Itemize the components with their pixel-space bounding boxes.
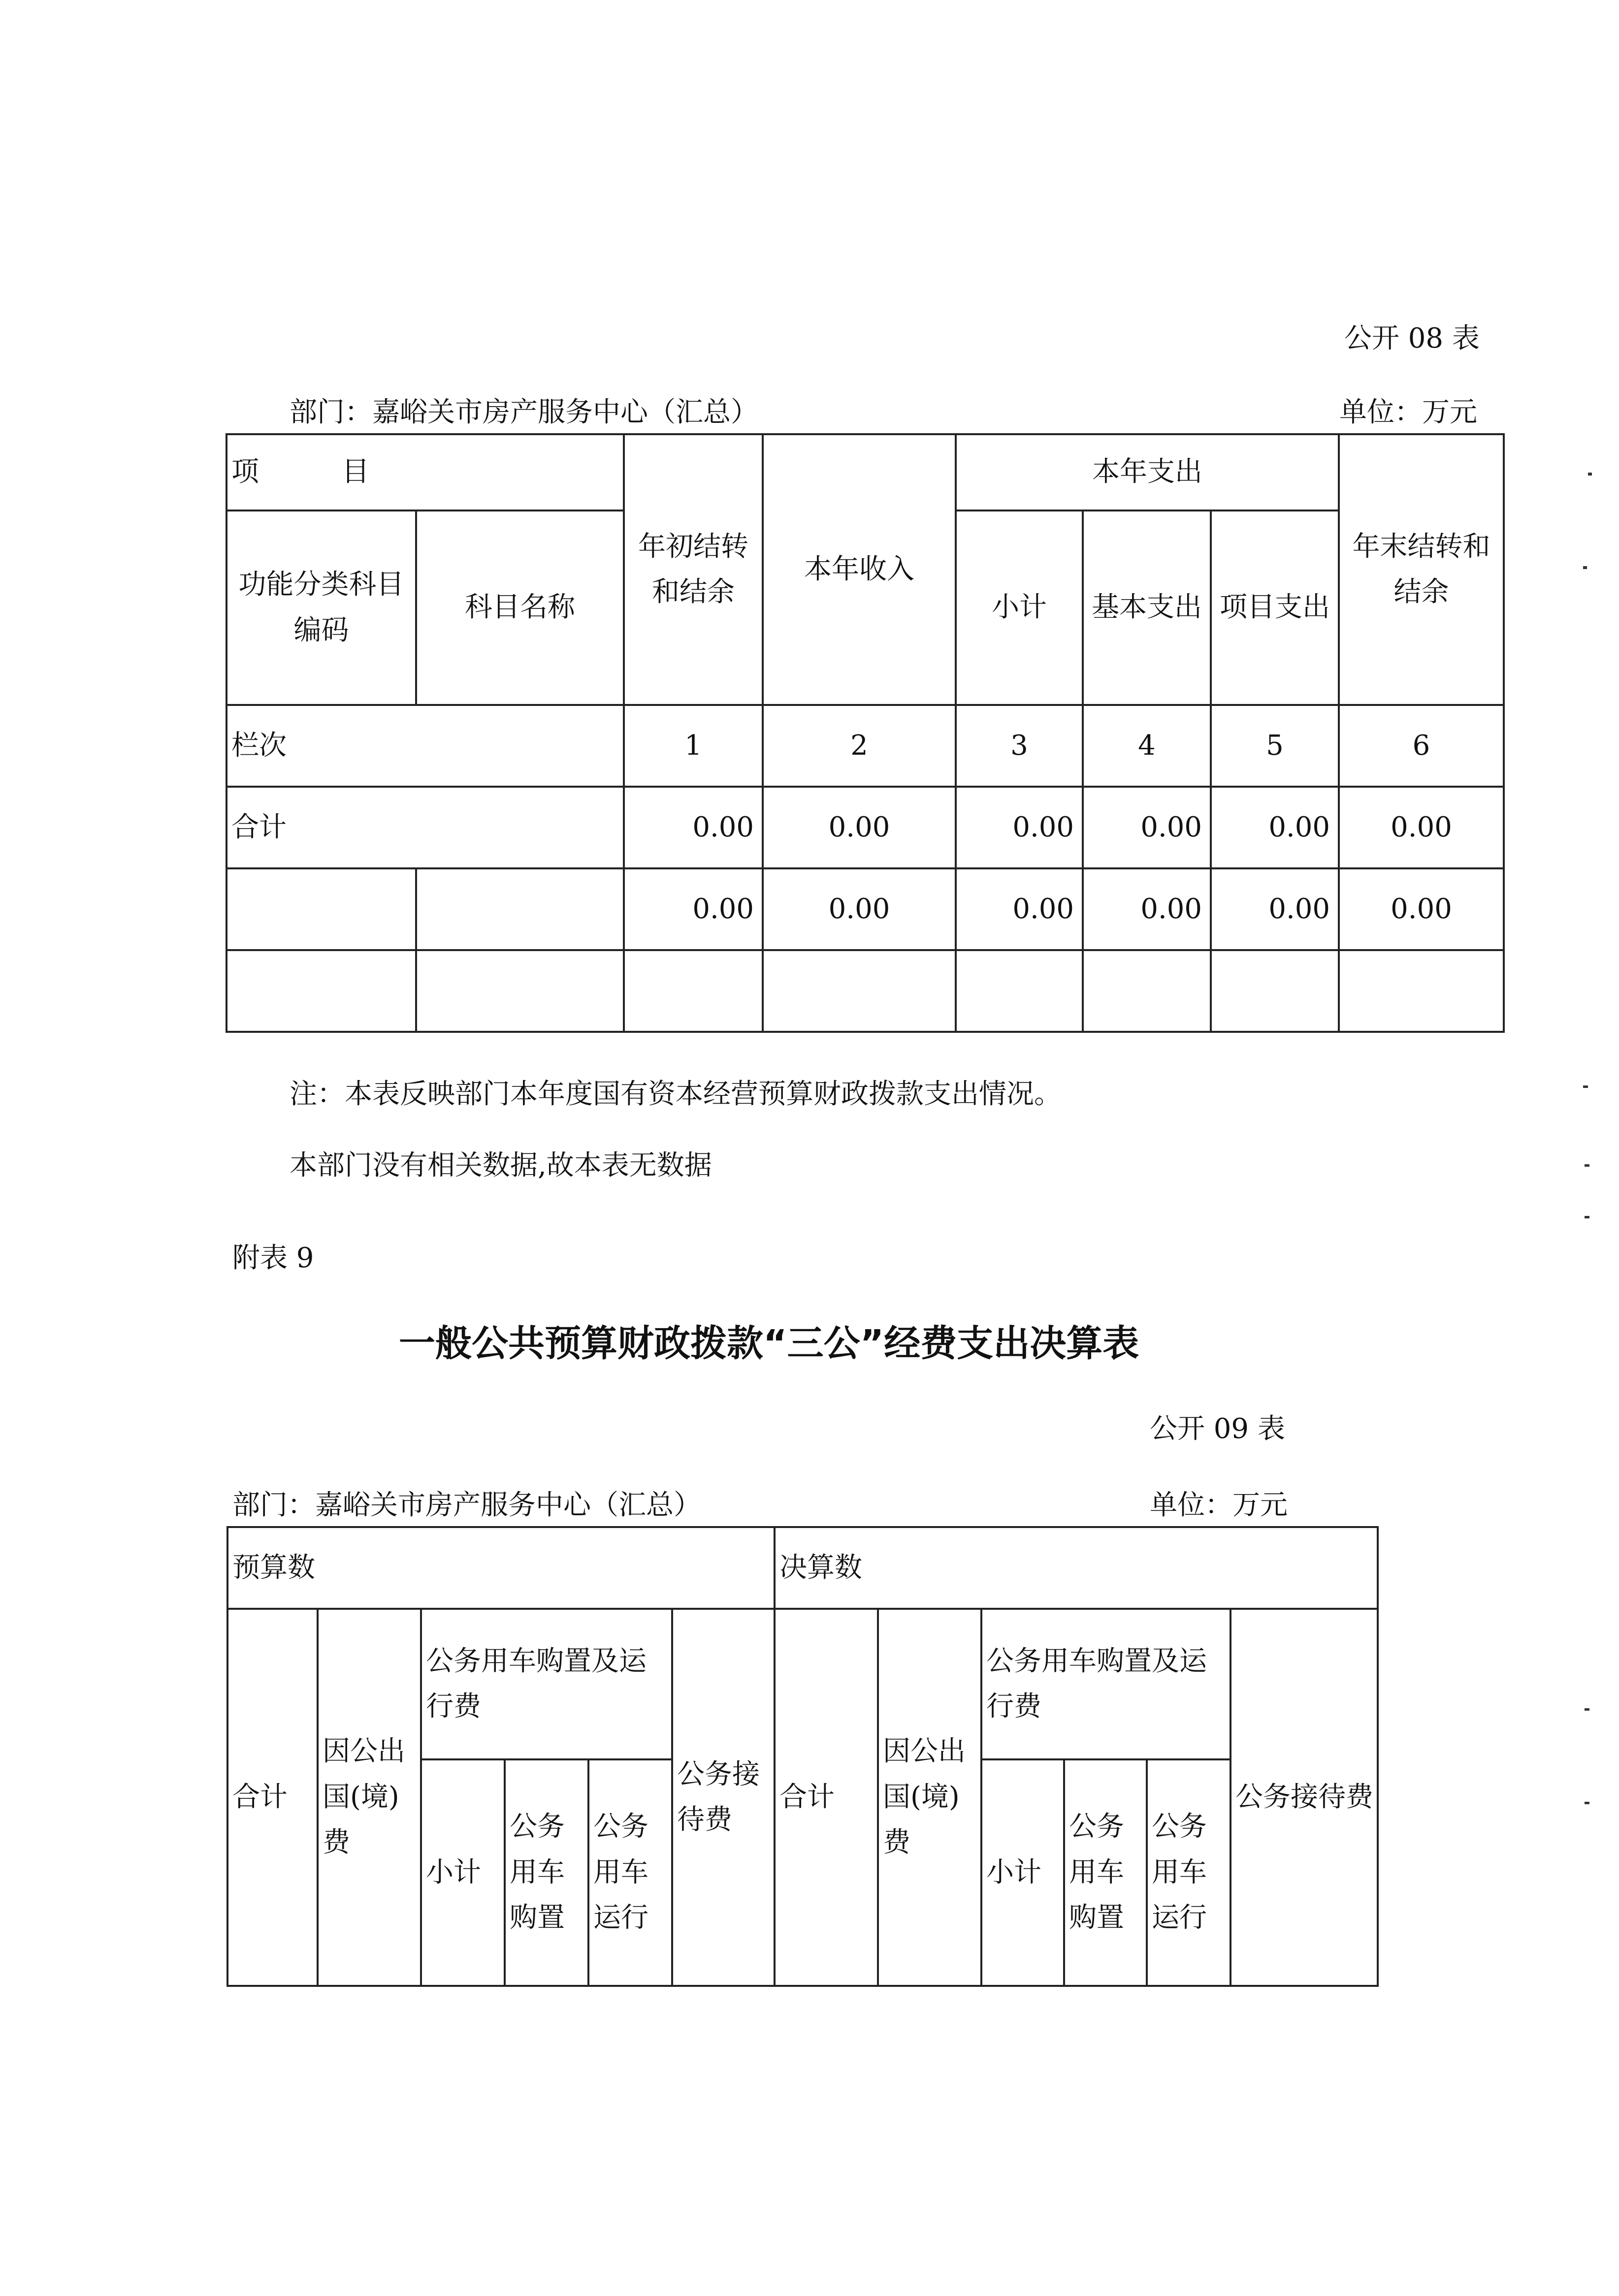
budget-heji: 合计 — [227, 1609, 318, 1986]
scan-speck — [1585, 1802, 1589, 1804]
final-gongwuche: 公务用车购置及运行费 — [981, 1609, 1230, 1759]
lanci-1: 1 — [624, 705, 763, 787]
header-kemu: 科目名称 — [416, 510, 624, 705]
row-value: 0.00 — [956, 868, 1083, 950]
row-lanci — [227, 705, 1504, 787]
table9-unit: 单位：万元 — [1150, 1489, 1288, 1521]
heji-value: 0.00 — [1339, 787, 1504, 868]
heji-label: 合计 — [227, 787, 624, 868]
row-value: 0.00 — [763, 868, 956, 950]
header-zhichu: 本年支出 — [956, 434, 1339, 510]
row-code — [227, 868, 416, 950]
table-row — [227, 868, 1504, 950]
lanci-5: 5 — [1211, 705, 1339, 787]
budget-yingong: 因公出国(境)费 — [318, 1609, 421, 1986]
final-yunxing: 公务用车运行 — [1147, 1759, 1230, 1986]
lanci-3: 3 — [956, 705, 1083, 787]
table9-id: 公开 09 表 — [1150, 1413, 1285, 1445]
row-value: 0.00 — [1083, 868, 1211, 950]
heji-value: 0.00 — [1083, 787, 1211, 868]
header-shouru: 本年收入 — [763, 434, 956, 705]
header-nianchu: 年初结转和结余 — [624, 434, 763, 705]
table9-title: 一般公共预算财政拨款“三公”经费支出决算表 — [399, 1322, 1139, 1365]
scan-speck — [1583, 566, 1587, 569]
table8-note: 注：本表反映部门本年度国有资本经营预算财政拨款支出情况。 — [290, 1078, 1062, 1110]
row-value: 0.00 — [624, 868, 763, 950]
header-jiben: 基本支出 — [1083, 510, 1211, 705]
budget-xiaoji: 小计 — [421, 1759, 505, 1986]
final-xiaoji: 小计 — [981, 1759, 1064, 1986]
row-name — [416, 868, 624, 950]
lanci-label: 栏次 — [227, 705, 624, 787]
header-nianmo: 年末结转和结余 — [1339, 434, 1504, 705]
table8-note2: 本部门没有相关数据,故本表无数据 — [290, 1149, 712, 1181]
table8-id: 公开 08 表 — [1344, 322, 1480, 354]
lanci-2: 2 — [763, 705, 956, 787]
row-heji — [227, 787, 1504, 868]
table8-unit: 单位：万元 — [1339, 396, 1477, 428]
lanci-4: 4 — [1083, 705, 1211, 787]
lanci-6: 6 — [1339, 705, 1504, 787]
scan-speck — [1585, 1216, 1589, 1218]
budget-jiedai: 公务接待费 — [672, 1609, 775, 1986]
budget-gongwuche: 公务用车购置及运行费 — [421, 1609, 672, 1759]
header-xiaoji: 小计 — [956, 510, 1083, 705]
scan-speck — [1585, 1164, 1589, 1167]
heji-value: 0.00 — [624, 787, 763, 868]
final-heji: 合计 — [775, 1609, 878, 1986]
scan-speck — [1588, 473, 1592, 476]
final-jiedai: 公务接待费 — [1230, 1609, 1378, 1986]
attachment-label: 附表 9 — [232, 1242, 314, 1274]
heji-value: 0.00 — [1211, 787, 1339, 868]
scan-speck — [1583, 1085, 1588, 1088]
row-value: 0.00 — [1339, 868, 1504, 950]
heji-value: 0.00 — [763, 787, 956, 868]
final-yingong: 因公出国(境)费 — [878, 1609, 981, 1986]
heji-value: 0.00 — [956, 787, 1083, 868]
final-goumai: 公务用车购置 — [1064, 1759, 1147, 1986]
final-header: 决算数 — [775, 1527, 1378, 1609]
table9-dept: 部门：嘉峪关市房产服务中心（汇总） — [232, 1489, 701, 1521]
table8 — [226, 433, 1505, 1033]
row-value: 0.00 — [1211, 868, 1339, 950]
budget-header: 预算数 — [227, 1527, 775, 1609]
budget-goumai: 公务用车购置 — [505, 1759, 588, 1986]
header-xiangmu: 项 目 — [227, 434, 624, 510]
budget-yunxing: 公务用车运行 — [588, 1759, 672, 1986]
header-gongneng: 功能分类科目编码 — [227, 510, 416, 705]
table-row-empty — [227, 950, 1504, 1032]
header-xiangmu-zhichu: 项目支出 — [1211, 510, 1339, 705]
scan-speck — [1585, 1708, 1589, 1711]
table8-dept: 部门：嘉峪关市房产服务中心（汇总） — [290, 396, 758, 428]
table9 — [227, 1526, 1379, 1987]
